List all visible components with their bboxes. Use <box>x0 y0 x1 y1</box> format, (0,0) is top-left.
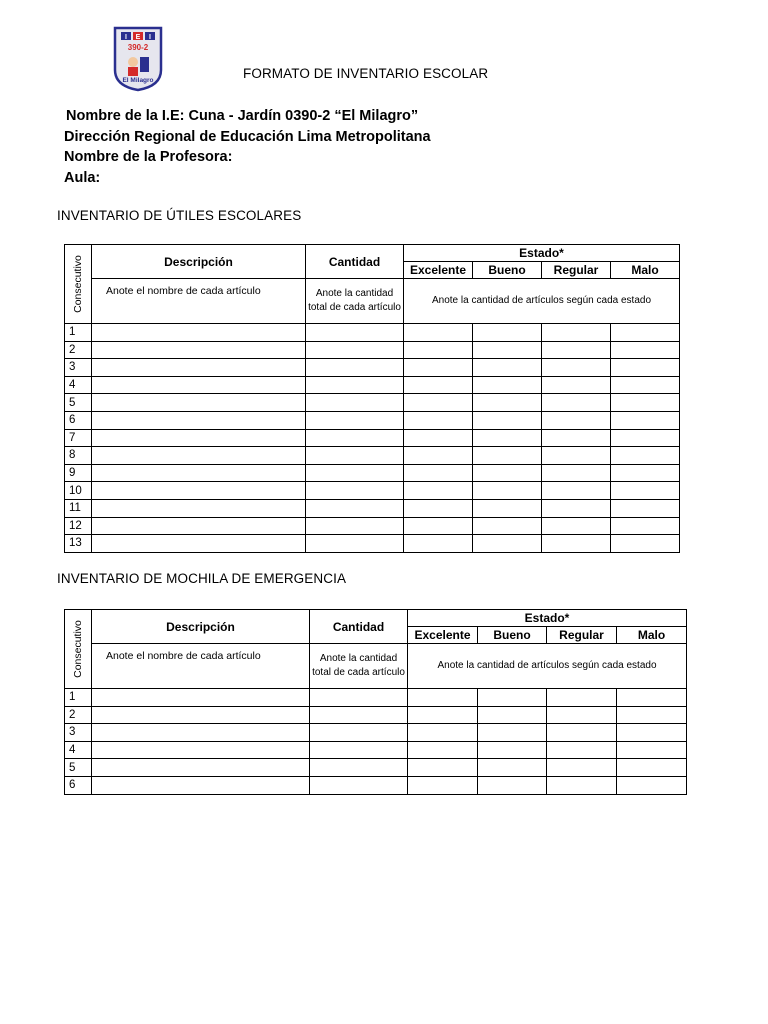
regular-cell[interactable] <box>542 376 611 394</box>
cantidad-cell[interactable] <box>306 429 404 447</box>
excelente-cell[interactable] <box>404 447 473 465</box>
descripcion-note: Anote el nombre de cada artículo <box>92 644 310 689</box>
row-number: 5 <box>65 759 92 777</box>
logo-name: El Milagro <box>122 77 154 84</box>
descripcion-cell[interactable] <box>92 759 310 777</box>
row-number: 12 <box>65 517 92 535</box>
section1-title: INVENTARIO DE ÚTILES ESCOLARES <box>57 208 302 223</box>
cantidad-cell[interactable] <box>306 359 404 377</box>
bueno-header: Bueno <box>478 627 547 644</box>
row-number: 10 <box>65 482 92 500</box>
malo-cell[interactable] <box>611 517 680 535</box>
bueno-cell[interactable] <box>473 464 542 482</box>
row-number: 2 <box>65 706 92 724</box>
excelente-cell[interactable] <box>408 689 478 707</box>
cantidad-cell[interactable] <box>310 759 408 777</box>
table-row <box>65 482 680 500</box>
malo-cell[interactable] <box>611 341 680 359</box>
row-number: 3 <box>65 724 92 742</box>
logo-letter-3: I <box>149 34 151 41</box>
bueno-cell[interactable] <box>473 324 542 342</box>
excelente-header: Excelente <box>408 627 478 644</box>
regular-cell[interactable] <box>542 517 611 535</box>
excelente-cell[interactable] <box>404 517 473 535</box>
regular-cell[interactable] <box>547 706 617 724</box>
cantidad-cell[interactable] <box>310 741 408 759</box>
bueno-cell[interactable] <box>478 706 547 724</box>
descripcion-cell[interactable] <box>92 341 306 359</box>
descripcion-cell[interactable] <box>92 464 306 482</box>
bueno-cell[interactable] <box>473 482 542 500</box>
row-number: 2 <box>65 341 92 359</box>
descripcion-cell[interactable] <box>92 411 306 429</box>
bueno-cell[interactable] <box>478 741 547 759</box>
malo-cell[interactable] <box>611 376 680 394</box>
cantidad-cell[interactable] <box>306 464 404 482</box>
excelente-cell[interactable] <box>404 535 473 553</box>
row-number: 4 <box>65 376 92 394</box>
bueno-cell[interactable] <box>473 394 542 412</box>
cantidad-header: Cantidad <box>310 610 408 644</box>
table-row <box>65 359 680 377</box>
table-row <box>65 447 680 465</box>
regular-cell[interactable] <box>542 341 611 359</box>
regular-header: Regular <box>542 262 611 279</box>
school-name-line: Nombre de la I.E: Cuna - Jardín 0390-2 “El Milagro” <box>66 108 419 124</box>
malo-cell[interactable] <box>611 447 680 465</box>
cantidad-cell[interactable] <box>306 499 404 517</box>
excelente-cell[interactable] <box>404 464 473 482</box>
consecutivo-header: Consecutivo <box>65 610 92 689</box>
cantidad-note: Anote la cantidad total de cada artículo <box>310 644 408 689</box>
table-row <box>65 394 680 412</box>
excelente-cell[interactable] <box>404 429 473 447</box>
bueno-cell[interactable] <box>478 689 547 707</box>
school-logo <box>112 26 164 92</box>
cantidad-cell[interactable] <box>306 324 404 342</box>
estado-header: Estado* <box>404 245 680 262</box>
cantidad-cell[interactable] <box>306 517 404 535</box>
regular-cell[interactable] <box>547 759 617 777</box>
malo-cell[interactable] <box>611 464 680 482</box>
bueno-cell[interactable] <box>473 499 542 517</box>
bueno-cell[interactable] <box>473 411 542 429</box>
bueno-cell[interactable] <box>473 341 542 359</box>
table-row <box>65 411 680 429</box>
estado-note: Anote la cantidad de artículos según cada estado <box>404 279 680 324</box>
bueno-cell[interactable] <box>473 447 542 465</box>
excelente-cell[interactable] <box>408 741 478 759</box>
cantidad-cell[interactable] <box>306 411 404 429</box>
bueno-cell[interactable] <box>478 776 547 794</box>
table-row <box>65 464 680 482</box>
cantidad-cell[interactable] <box>310 724 408 742</box>
school-supplies-table <box>64 244 680 553</box>
estado-note: Anote la cantidad de artículos según cada estado <box>408 644 687 689</box>
excelente-cell[interactable] <box>408 759 478 777</box>
excelente-cell[interactable] <box>404 499 473 517</box>
school-info <box>64 106 431 188</box>
regular-cell[interactable] <box>547 724 617 742</box>
table-row <box>65 517 680 535</box>
regular-cell[interactable] <box>542 411 611 429</box>
row-number: 9 <box>65 464 92 482</box>
row-number: 6 <box>65 776 92 794</box>
document-title: FORMATO DE INVENTARIO ESCOLAR <box>243 66 489 81</box>
descripcion-header: Descripción <box>92 245 306 279</box>
classroom-line: Aula: <box>64 169 101 186</box>
estado-header: Estado* <box>408 610 687 627</box>
regular-cell[interactable] <box>542 464 611 482</box>
cantidad-cell[interactable] <box>306 447 404 465</box>
descripcion-cell[interactable] <box>92 499 306 517</box>
malo-cell[interactable] <box>611 499 680 517</box>
excelente-cell[interactable] <box>404 482 473 500</box>
malo-cell[interactable] <box>611 394 680 412</box>
cantidad-cell[interactable] <box>306 341 404 359</box>
excelente-cell[interactable] <box>408 776 478 794</box>
bueno-cell[interactable] <box>473 376 542 394</box>
regular-cell[interactable] <box>542 499 611 517</box>
malo-cell[interactable] <box>617 741 687 759</box>
malo-cell[interactable] <box>611 482 680 500</box>
descripcion-cell[interactable] <box>92 724 310 742</box>
row-number: 8 <box>65 447 92 465</box>
descripcion-cell[interactable] <box>92 447 306 465</box>
regular-header: Regular <box>547 627 617 644</box>
table-row <box>65 776 687 794</box>
malo-cell[interactable] <box>617 706 687 724</box>
cantidad-cell[interactable] <box>310 706 408 724</box>
descripcion-cell[interactable] <box>92 324 306 342</box>
malo-cell[interactable] <box>611 359 680 377</box>
table-row <box>65 341 680 359</box>
emergency-backpack-table <box>64 609 687 795</box>
descripcion-header: Descripción <box>92 610 310 644</box>
regular-cell[interactable] <box>547 689 617 707</box>
cantidad-cell[interactable] <box>310 689 408 707</box>
regular-cell[interactable] <box>547 776 617 794</box>
malo-header: Malo <box>611 262 680 279</box>
regular-cell[interactable] <box>542 535 611 553</box>
malo-cell[interactable] <box>611 429 680 447</box>
teacher-name-line: Nombre de la Profesora: <box>64 149 233 165</box>
malo-cell[interactable] <box>611 535 680 553</box>
excelente-cell[interactable] <box>404 411 473 429</box>
excelente-cell[interactable] <box>404 359 473 377</box>
excelente-cell[interactable] <box>408 724 478 742</box>
descripcion-note: Anote el nombre de cada artículo <box>92 279 306 324</box>
logo-letter-2: E <box>135 34 141 41</box>
excelente-cell[interactable] <box>404 341 473 359</box>
table-row <box>65 429 680 447</box>
descripcion-cell[interactable] <box>92 535 306 553</box>
bueno-cell[interactable] <box>473 517 542 535</box>
row-number: 1 <box>65 689 92 707</box>
regular-cell[interactable] <box>542 429 611 447</box>
logo-letter-1: I <box>125 34 127 41</box>
malo-cell[interactable] <box>611 411 680 429</box>
excelente-cell[interactable] <box>404 394 473 412</box>
bueno-cell[interactable] <box>473 429 542 447</box>
table-row <box>65 324 680 342</box>
bueno-header: Bueno <box>473 262 542 279</box>
cantidad-cell[interactable] <box>306 535 404 553</box>
descripcion-cell[interactable] <box>92 376 306 394</box>
regular-cell[interactable] <box>542 394 611 412</box>
table-row <box>65 724 687 742</box>
cantidad-cell[interactable] <box>306 394 404 412</box>
descripcion-cell[interactable] <box>92 741 310 759</box>
row-number: 5 <box>65 394 92 412</box>
descripcion-cell[interactable] <box>92 429 306 447</box>
table-row <box>65 499 680 517</box>
row-number: 11 <box>65 499 92 517</box>
excelente-cell[interactable] <box>404 376 473 394</box>
malo-cell[interactable] <box>611 324 680 342</box>
section2-title: INVENTARIO DE MOCHILA DE EMERGENCIA <box>57 571 347 586</box>
bueno-cell[interactable] <box>473 535 542 553</box>
descripcion-cell[interactable] <box>92 394 306 412</box>
malo-cell[interactable] <box>617 776 687 794</box>
excelente-cell[interactable] <box>404 324 473 342</box>
row-number: 7 <box>65 429 92 447</box>
regular-cell[interactable] <box>547 741 617 759</box>
table-row <box>65 759 687 777</box>
malo-header: Malo <box>617 627 687 644</box>
cantidad-note: Anote la cantidad total de cada artículo <box>306 279 404 324</box>
excelente-header: Excelente <box>404 262 473 279</box>
excelente-cell[interactable] <box>408 706 478 724</box>
bueno-cell[interactable] <box>478 759 547 777</box>
bueno-cell[interactable] <box>478 724 547 742</box>
regular-cell[interactable] <box>542 324 611 342</box>
descripcion-cell[interactable] <box>92 776 310 794</box>
regular-cell[interactable] <box>542 359 611 377</box>
bueno-cell[interactable] <box>473 359 542 377</box>
cantidad-cell[interactable] <box>306 482 404 500</box>
descripcion-cell[interactable] <box>92 482 306 500</box>
cantidad-cell[interactable] <box>306 376 404 394</box>
row-number: 6 <box>65 411 92 429</box>
logo-code: 390-2 <box>127 43 149 52</box>
regional-direction-line: Dirección Regional de Educación Lima Metropolitana <box>64 128 431 145</box>
row-number: 1 <box>65 324 92 342</box>
regular-cell[interactable] <box>542 447 611 465</box>
malo-cell[interactable] <box>617 724 687 742</box>
descripcion-cell[interactable] <box>92 689 310 707</box>
malo-cell[interactable] <box>617 759 687 777</box>
consecutivo-header: Consecutivo <box>65 245 92 324</box>
descripcion-cell[interactable] <box>92 517 306 535</box>
table-row <box>65 689 687 707</box>
table-row <box>65 376 680 394</box>
malo-cell[interactable] <box>617 689 687 707</box>
descripcion-cell[interactable] <box>92 706 310 724</box>
table-row <box>65 706 687 724</box>
regular-cell[interactable] <box>542 482 611 500</box>
row-number: 4 <box>65 741 92 759</box>
descripcion-cell[interactable] <box>92 359 306 377</box>
row-number: 3 <box>65 359 92 377</box>
table-row <box>65 535 680 553</box>
table-row <box>65 741 687 759</box>
row-number: 13 <box>65 535 92 553</box>
cantidad-cell[interactable] <box>310 776 408 794</box>
cantidad-header: Cantidad <box>306 245 404 279</box>
